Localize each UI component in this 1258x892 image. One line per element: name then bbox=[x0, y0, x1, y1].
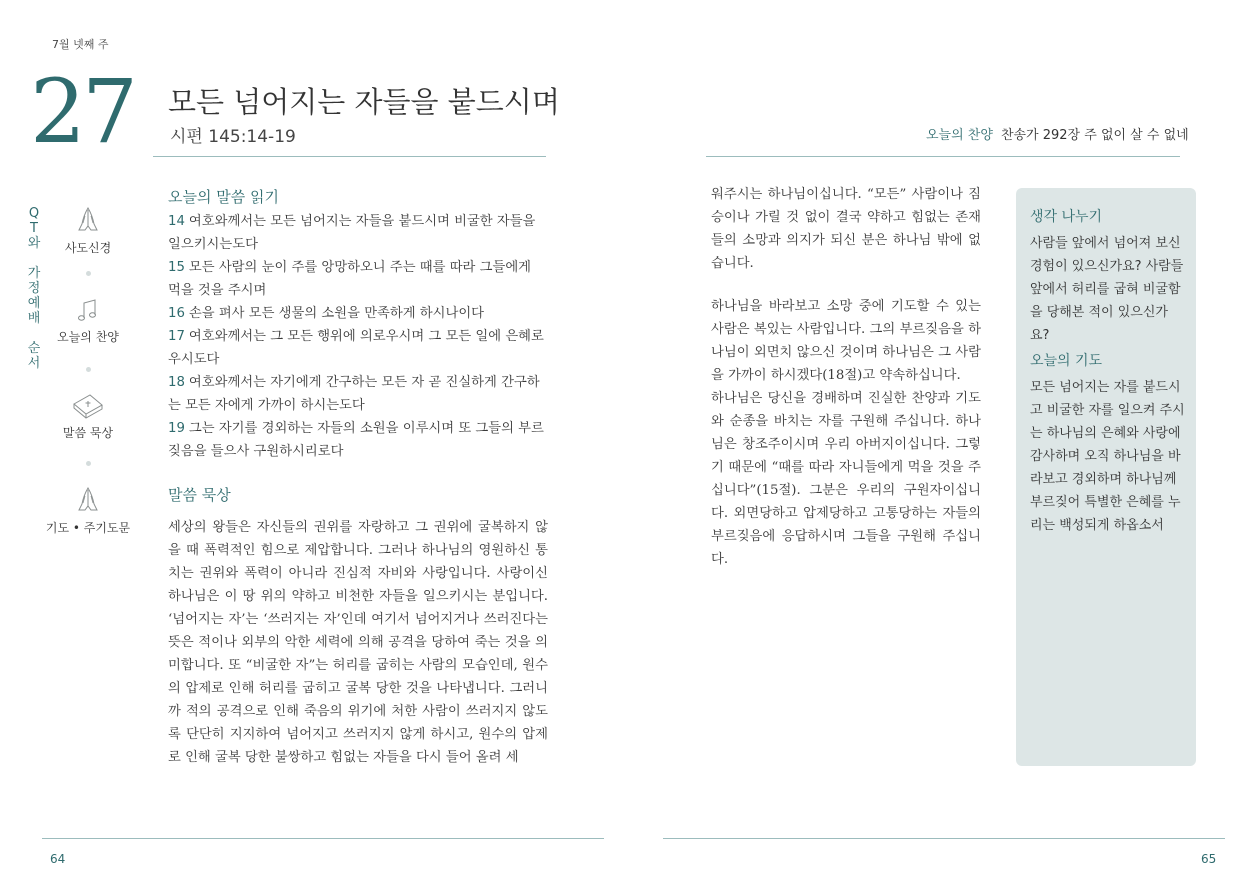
separator-dot bbox=[86, 271, 91, 276]
separator-dot bbox=[86, 461, 91, 466]
page-number-right: 65 bbox=[1201, 852, 1217, 866]
verse-item bbox=[168, 302, 548, 325]
body-paragraph-group bbox=[711, 295, 981, 571]
nav-item-prayer bbox=[43, 485, 133, 536]
page-title: 모든 넘어지는 자들을 붙드시며 bbox=[168, 85, 560, 119]
qt-order-char: 배 bbox=[27, 311, 41, 326]
verse-text: 모든 사람의 눈이 주를 앙망하오니 주는 때를 따라 그들에게 먹을 것을 주시며 bbox=[168, 260, 532, 298]
verse-text: 손을 펴사 모든 생물의 소원을 만족하게 하시나이다 bbox=[188, 306, 485, 321]
verse-number: 17 bbox=[168, 329, 185, 344]
nav-item-label: 오늘의 찬양 bbox=[57, 330, 119, 344]
verse-text: 그는 자기를 경외하는 자들의 소원을 이루시며 또 그들의 부르짖음을 들으사 구원하시리로다 bbox=[168, 421, 544, 459]
body-paragraph: 하나님을 바라보고 소망 중에 기도할 수 있는 사람은 복있는 사람입니다. 그의 부르짖음을 하나님이 외면치 않으신 것이며 하나님은 그 사람을 가까이 하시겠다(18절)고 약속하십니다. bbox=[711, 299, 981, 383]
body-paragraph: 워주시는 하나님이십니다. “모든” 사람이나 짐승이나 가릴 것 없이 결국 약하고 힘없는 존재들의 소망과 의지가 되신 분은 하나님 밖에 없습니다. bbox=[711, 187, 981, 271]
bible-icon bbox=[71, 392, 105, 420]
qt-order-char: 서 bbox=[27, 356, 41, 371]
verse-list bbox=[168, 210, 548, 463]
qt-order-char bbox=[27, 326, 41, 341]
nav-item-hymn bbox=[43, 298, 133, 345]
qt-order-char: 예 bbox=[27, 296, 41, 311]
nav-item-meditation bbox=[43, 392, 133, 441]
page-number-left: 64 bbox=[50, 852, 66, 866]
body-paragraph: 하나님은 당신을 경배하며 진실한 찬양과 기도와 순종을 바치는 자를 구원해 주십니다. 하나님은 창조주이시며 우리 아버지이십니다. 그렇기 때문에 “때를 따라 자니들에게 먹을 것을 주십니다”(15절). 그분은 우리의 구원자이십니다. 외면당하고 압제당하고 고통당하는 자들의 부르짖음에 응답하시며 그들을 구원해 주십니다. bbox=[711, 391, 981, 567]
reading-heading: 오늘의 말씀 읽기 bbox=[168, 188, 279, 206]
reflection-sidebox bbox=[1016, 188, 1196, 766]
verse-text: 여호와께서는 자기에게 간구하는 모든 자 곧 진실하게 간구하는 모든 자에게 가까이 하시는도다 bbox=[168, 375, 540, 413]
qt-order-char: 정 bbox=[27, 281, 41, 296]
qt-order-char: 가 bbox=[27, 266, 41, 281]
prayer-text: 모든 넘어지는 자를 붙드시고 비굴한 자를 일으켜 주시는 하나님의 은혜와 사랑에 감사하며 오직 하나님을 바라보고 경외하며 하나님께 부르짖어 특별한 은혜를 누리는 백성되게 하옵소서 bbox=[1030, 380, 1185, 533]
hymn-line bbox=[926, 124, 1189, 143]
day-number: 27 bbox=[30, 60, 134, 163]
verse-number: 16 bbox=[168, 306, 185, 321]
separator-dot bbox=[86, 367, 91, 372]
music-note-icon bbox=[73, 298, 103, 324]
verse-item bbox=[168, 417, 548, 463]
nav-item-label: 말씀 묵상 bbox=[62, 426, 114, 440]
nav-item-creed bbox=[43, 205, 133, 256]
divider bbox=[153, 156, 546, 157]
scripture-reference: 시편 145:14-19 bbox=[170, 127, 296, 147]
meditation-text: 세상의 왕들은 자신들의 권위를 자랑하고 그 권위에 굴복하지 않을 때 폭력적인 힘으로 제압합니다. 그러나 하나님의 영원하신 통치는 권위와 폭력이 아니라 진심적 자비와 사랑입니다. 사랑이신 하나님은 이 땅 위의 약하고 비천한 자들을 일으키시는 분입니다. ‘넘어지는 자’는 ‘쓰러지는 자’인데 여기서 넘어지거나 쓰러진다는 뜻은 적이나 외부의 악한 세력에 의해 공격을 당하여 죽는 것을 의미합니다. 또 “비굴한 자”는 허리를 굽히는 사람의 모습인데, 원수의 압제로 인해 허리를 굽히고 굴복 당한 것을 나타냅니다. 그러니까 적의 공격으로 인해 죽음의 위기에 처한 사람이 쓰러지지 않도록 단단히 지지하여 넘어지고 쓰러지지 않게 하시고, 원수의 압제로 인해 굴복 당한 불쌍하고 힘없는 자들을 다시 들어 올려 세 bbox=[168, 520, 548, 765]
qt-order-char: T bbox=[30, 221, 38, 236]
verse-number: 14 bbox=[168, 214, 185, 229]
qt-order-char bbox=[27, 251, 41, 266]
praying-hands-icon bbox=[73, 205, 103, 235]
prayer-heading: 오늘의 기도 bbox=[1030, 353, 1103, 369]
hymn-text: 찬송가 292장 주 없이 살 수 없네 bbox=[1000, 128, 1189, 143]
nav-item-label: 기도 • 주기도문 bbox=[45, 521, 131, 535]
verse-number: 18 bbox=[168, 375, 185, 390]
week-label: 7월 넷째 주 bbox=[52, 38, 109, 51]
verse-number: 19 bbox=[168, 421, 185, 436]
verse-item bbox=[168, 325, 548, 371]
verse-text: 여호와께서는 그 모든 행위에 의로우시며 그 모든 일에 은혜로우시도다 bbox=[168, 329, 544, 367]
divider bbox=[706, 156, 1180, 157]
share-heading: 생각 나누기 bbox=[1030, 209, 1103, 225]
divider bbox=[42, 838, 604, 839]
verse-number: 15 bbox=[168, 260, 185, 275]
verse-item bbox=[168, 210, 548, 256]
divider bbox=[663, 838, 1225, 839]
hymn-label: 오늘의 찬양 bbox=[926, 128, 993, 143]
qt-order-char: 와 bbox=[27, 236, 41, 251]
meditation-heading: 말씀 묵상 bbox=[168, 486, 231, 504]
nav-item-label: 사도신경 bbox=[64, 241, 112, 255]
verse-item bbox=[168, 371, 548, 417]
qt-order-char: Q bbox=[28, 206, 40, 221]
verse-text: 여호와께서는 모든 넘어지는 자들을 붙드시며 비굴한 자들을 일으키시는도다 bbox=[168, 214, 536, 252]
verse-item bbox=[168, 256, 548, 302]
qt-order-vertical-label bbox=[27, 206, 41, 371]
praying-hands-icon bbox=[73, 485, 103, 515]
share-text: 사람들 앞에서 넘어져 보신 경험이 있으신가요? 사람들 앞에서 허리를 굽혀 비굴함을 당해본 적이 있으신가요? bbox=[1030, 236, 1184, 343]
qt-order-char: 순 bbox=[27, 341, 41, 356]
